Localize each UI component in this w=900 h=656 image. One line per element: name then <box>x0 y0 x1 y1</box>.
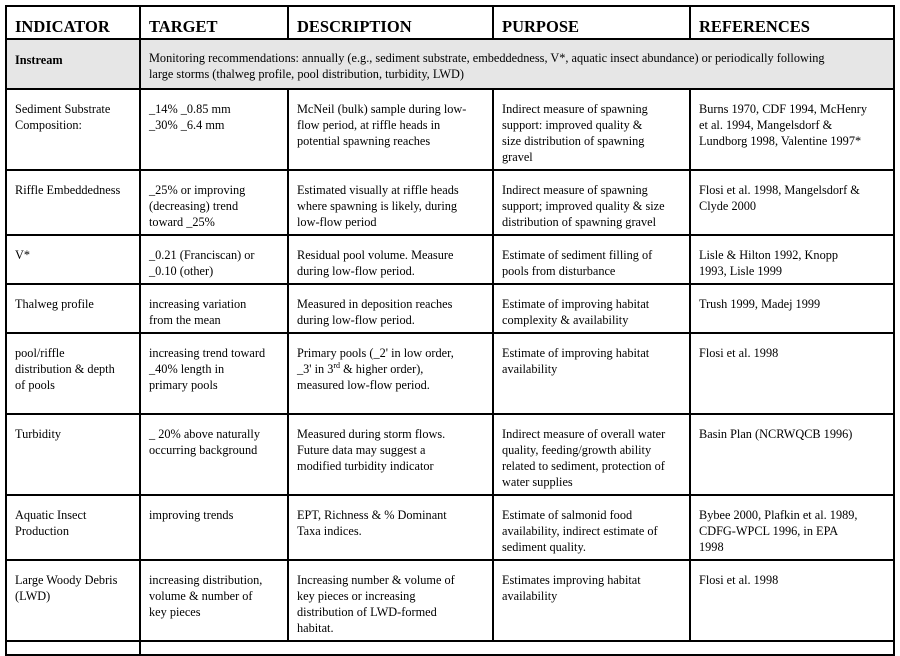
references-line: Bybee 2000, Plafkin et al. 1989, <box>699 508 858 522</box>
purpose-line: Estimate of improving habitat <box>502 346 650 360</box>
cell-purpose <box>493 89 690 170</box>
description-line: EPT, Richness & % Dominant <box>297 508 447 522</box>
section-line: large storms (thalweg profile, pool distribution, turbidity, LWD) <box>149 67 464 81</box>
description-line: potential spawning reaches <box>297 134 431 148</box>
cell-indicator <box>6 235 140 284</box>
indicator-table <box>5 5 895 656</box>
indicator-line: (LWD) <box>15 589 51 603</box>
description-line: modified turbidity indicator <box>297 459 434 473</box>
description-line: during low-flow period. <box>297 264 415 278</box>
target-line: (decreasing) trend <box>149 199 239 213</box>
indicator-line: of pools <box>15 378 55 392</box>
cell-indicator <box>6 333 140 414</box>
header-indicator: INDICATOR <box>6 6 140 39</box>
indicator-line: Sediment Substrate <box>15 102 111 116</box>
cell-references <box>690 235 894 284</box>
table-row <box>6 560 894 641</box>
cell-purpose <box>493 170 690 235</box>
cell-indicator <box>6 170 140 235</box>
target-line: primary pools <box>149 378 218 392</box>
cell-description <box>288 235 493 284</box>
target-line: improving trends <box>149 508 234 522</box>
target-line: volume & number of <box>149 589 253 603</box>
cell-references <box>690 170 894 235</box>
purpose-line: support; improved quality & size <box>502 199 665 213</box>
description-line: McNeil (bulk) sample during low- <box>297 102 467 116</box>
table-row <box>6 170 894 235</box>
target-line: _14% _0.85 mm <box>149 102 231 116</box>
cell-references <box>690 560 894 641</box>
cell-purpose <box>493 495 690 560</box>
cell-description <box>288 89 493 170</box>
references-line: Flosi et al. 1998 <box>699 573 779 587</box>
cell-references <box>690 284 894 333</box>
indicator-line: Aquatic Insect <box>15 508 87 522</box>
purpose-line: quality, feeding/growth ability <box>502 443 652 457</box>
target-line: _25% or improving <box>149 183 246 197</box>
target-line: key pieces <box>149 605 201 619</box>
target-line: _0.21 (Franciscan) or <box>149 248 255 262</box>
ordinal-suffix: rd <box>333 360 341 370</box>
description-line: key pieces or increasing <box>297 589 416 603</box>
target-line: _30% _6.4 mm <box>149 118 225 132</box>
purpose-line: pools from disturbance <box>502 264 616 278</box>
description-line: measured low-flow period. <box>297 378 430 392</box>
cell-target <box>140 89 288 170</box>
description-line: habitat. <box>297 621 334 635</box>
target-line: _0.10 (other) <box>149 264 214 278</box>
table-row <box>6 89 894 170</box>
references-line: Clyde 2000 <box>699 199 757 213</box>
cell-indicator <box>6 560 140 641</box>
cell-description <box>288 495 493 560</box>
purpose-line: water supplies <box>502 475 573 489</box>
cell-target <box>140 333 288 414</box>
references-line: Lundborg 1998, Valentine 1997* <box>699 134 862 148</box>
header-row <box>6 6 894 39</box>
description-line: Estimated visually at riffle heads <box>297 183 459 197</box>
references-line: CDFG-WPCL 1996, in EPA <box>699 524 839 538</box>
table-row <box>6 284 894 333</box>
indicator-line: Thalweg profile <box>15 297 94 311</box>
section-row-instream <box>6 39 894 89</box>
table-row-partial <box>6 641 894 655</box>
cell-purpose <box>493 235 690 284</box>
cell-target <box>140 170 288 235</box>
purpose-line: availability <box>502 589 558 603</box>
purpose-line: Indirect measure of overall water <box>502 427 666 441</box>
cell-target <box>140 284 288 333</box>
target-line: increasing variation <box>149 297 247 311</box>
references-line: Basin Plan (NCRWQCB 1996) <box>699 427 853 441</box>
target-line: toward _25% <box>149 215 215 229</box>
purpose-line: related to sediment, protection of <box>502 459 665 473</box>
table-row <box>6 235 894 284</box>
purpose-line: Indirect measure of spawning <box>502 183 648 197</box>
indicator-line: pool/riffle <box>15 346 65 360</box>
cell-purpose <box>493 284 690 333</box>
cell-references <box>690 89 894 170</box>
target-line: from the mean <box>149 313 221 327</box>
references-line: Flosi et al. 1998 <box>699 346 779 360</box>
cell-references <box>690 333 894 414</box>
cell-references <box>690 495 894 560</box>
description-line: low-flow period <box>297 215 377 229</box>
cell-target <box>140 235 288 284</box>
purpose-line: gravel <box>502 150 533 164</box>
header-references: REFERENCES <box>690 6 894 39</box>
cell-description <box>288 333 493 414</box>
target-line: occurring background <box>149 443 258 457</box>
indicator-line: Turbidity <box>15 427 62 441</box>
description-line: flow period, at riffle heads in <box>297 118 441 132</box>
description-line: Taxa indices. <box>297 524 362 538</box>
indicator-line: Production <box>15 524 69 538</box>
purpose-line: availability, indirect estimate of <box>502 524 658 538</box>
header-target: TARGET <box>140 6 288 39</box>
description-line: Increasing number & volume of <box>297 573 455 587</box>
cell-purpose <box>493 333 690 414</box>
purpose-line: Estimates improving habitat <box>502 573 641 587</box>
indicator-line: V* <box>15 248 31 262</box>
table-row <box>6 414 894 495</box>
target-line: _40% length in <box>149 362 225 376</box>
section-label: Instream <box>6 39 140 89</box>
cell-indicator <box>6 89 140 170</box>
purpose-line: support: improved quality & <box>502 118 643 132</box>
purpose-line: availability <box>502 362 558 376</box>
references-line: 1993, Lisle 1999 <box>699 264 782 278</box>
section-description <box>140 39 894 89</box>
references-line: Flosi et al. 1998, Mangelsdorf & <box>699 183 860 197</box>
cell-partial <box>140 641 894 655</box>
description-line: distribution of LWD-formed <box>297 605 437 619</box>
description-line: Measured in deposition reaches <box>297 297 453 311</box>
cell-purpose <box>493 414 690 495</box>
purpose-line: complexity & availability <box>502 313 629 327</box>
purpose-line: distribution of spawning gravel <box>502 215 657 229</box>
target-line: increasing distribution, <box>149 573 263 587</box>
description-line: during low-flow period. <box>297 313 415 327</box>
cell-partial <box>6 641 140 655</box>
cell-references <box>690 414 894 495</box>
cell-target <box>140 414 288 495</box>
cell-description <box>288 414 493 495</box>
section-line: Monitoring recommendations: annually (e.g., sediment substrate, embeddedness, V*, aquatic insect abundance) or periodically following <box>149 51 825 65</box>
purpose-line: Indirect measure of spawning <box>502 102 648 116</box>
target-line: _ 20% above naturally <box>149 427 260 441</box>
purpose-line: sediment quality. <box>502 540 586 554</box>
cell-target <box>140 495 288 560</box>
description-line: _3' in 3rd & higher order), <box>297 360 424 376</box>
indicator-line: Composition: <box>15 118 82 132</box>
target-line: increasing trend toward <box>149 346 266 360</box>
description-line: Measured during storm flows. <box>297 427 446 441</box>
table-row <box>6 333 894 414</box>
purpose-line: Estimate of improving habitat <box>502 297 650 311</box>
indicator-line: Riffle Embeddedness <box>15 183 121 197</box>
description-line: Residual pool volume. Measure <box>297 248 454 262</box>
references-line: et al. 1994, Mangelsdorf & <box>699 118 833 132</box>
purpose-line: Estimate of salmonid food <box>502 508 633 522</box>
indicator-line: Large Woody Debris <box>15 573 118 587</box>
cell-description <box>288 284 493 333</box>
header-purpose: PURPOSE <box>493 6 690 39</box>
references-line: 1998 <box>699 540 724 554</box>
indicator-line: distribution & depth <box>15 362 115 376</box>
references-line: Lisle & Hilton 1992, Knopp <box>699 248 839 262</box>
description-line: Future data may suggest a <box>297 443 426 457</box>
cell-description <box>288 170 493 235</box>
cell-indicator <box>6 284 140 333</box>
cell-indicator <box>6 414 140 495</box>
description-line: where spawning is likely, during <box>297 199 458 213</box>
header-description: DESCRIPTION <box>288 6 493 39</box>
cell-description <box>288 560 493 641</box>
purpose-line: size distribution of spawning <box>502 134 645 148</box>
table-row <box>6 495 894 560</box>
references-line: Trush 1999, Madej 1999 <box>699 297 821 311</box>
cell-target <box>140 560 288 641</box>
cell-purpose <box>493 560 690 641</box>
description-line: Primary pools (_2' in low order, <box>297 346 454 360</box>
cell-indicator <box>6 495 140 560</box>
references-line: Burns 1970, CDF 1994, McHenry <box>699 102 868 116</box>
purpose-line: Estimate of sediment filling of <box>502 248 653 262</box>
